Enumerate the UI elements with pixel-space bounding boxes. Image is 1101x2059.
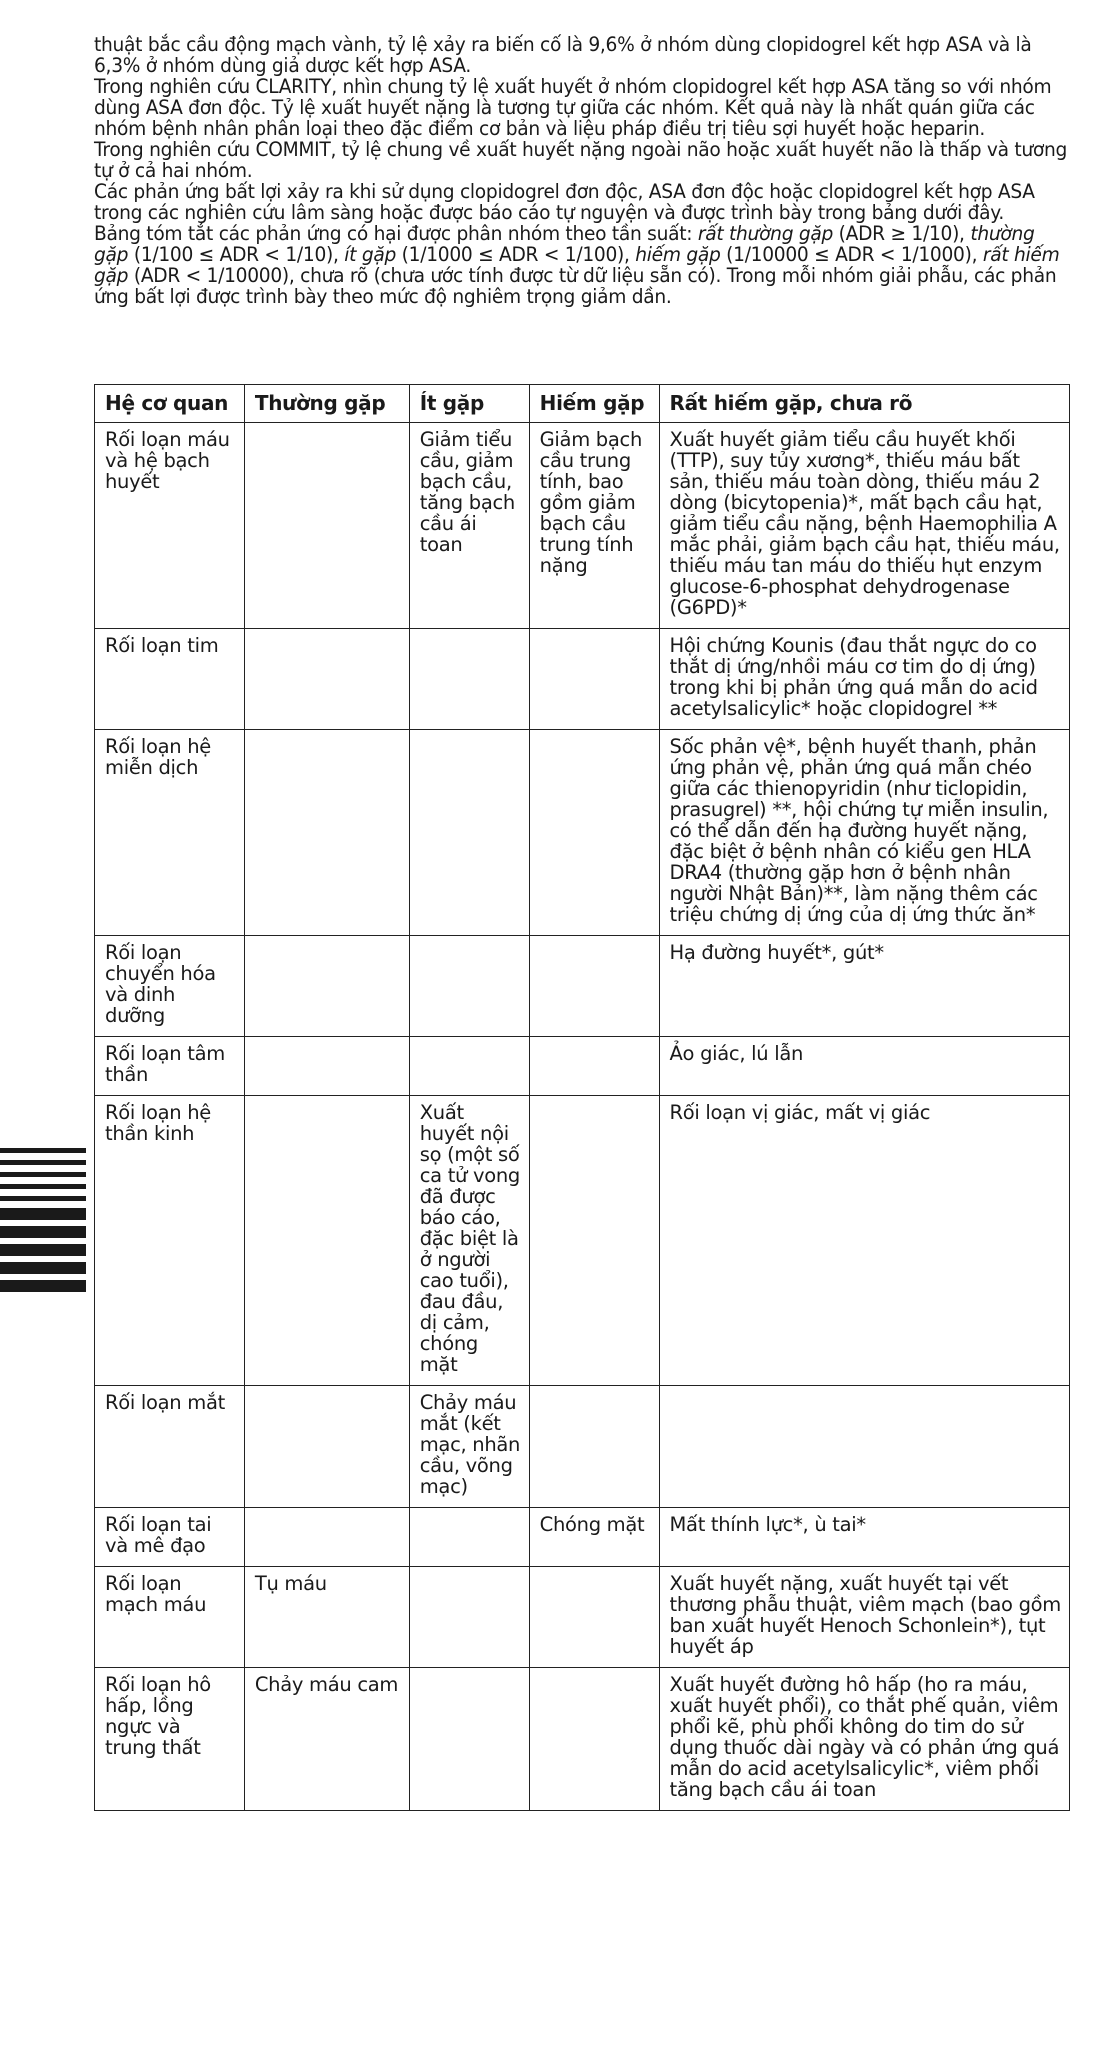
table-row <box>95 1096 1070 1386</box>
edge-bar <box>0 1196 86 1201</box>
frequency-term: rất hiếm gặp <box>94 243 1060 287</box>
rare-cell <box>529 936 659 1037</box>
intro-paragraph <box>94 34 1068 76</box>
organ-system-cell: Rối loạn hệ thần kinh <box>95 1096 245 1386</box>
table-row <box>95 1567 1070 1668</box>
very-rare-cell <box>659 1386 1069 1508</box>
very-rare-cell: Xuất huyết nặng, xuất huyết tại vết thương phẫu thuật, viêm mạch (bao gồm ban xuất huyết Henoch Schonlein*), tụt huyết áp <box>659 1567 1069 1668</box>
very-rare-cell: Hạ đường huyết*, gút* <box>659 936 1069 1037</box>
frequency-term: ít gặp <box>344 243 397 266</box>
common-cell <box>244 1096 409 1386</box>
frequency-term: thường gặp <box>94 222 1035 266</box>
paragraph-text: Trong nghiên cứu COMMIT, tỷ lệ chung về xuất huyết nặng ngoài não hoặc xuất huyết não là thấp và tương tự ở cả hai nhóm. <box>94 138 1068 182</box>
common-cell <box>244 1508 409 1567</box>
rare-cell <box>529 730 659 936</box>
table-header-row <box>95 385 1070 423</box>
uncommon-cell: Chảy máu mắt (kết mạc, nhãn cầu, võng mạc) <box>409 1386 529 1508</box>
uncommon-cell <box>409 629 529 730</box>
table-row <box>95 1037 1070 1096</box>
common-cell <box>244 1037 409 1096</box>
common-cell <box>244 629 409 730</box>
edge-bar <box>0 1280 86 1292</box>
rare-cell <box>529 1096 659 1386</box>
table-row <box>95 730 1070 936</box>
common-cell <box>244 936 409 1037</box>
edge-bar <box>0 1172 86 1177</box>
very-rare-cell: Rối loạn vị giác, mất vị giác <box>659 1096 1069 1386</box>
common-cell <box>244 423 409 629</box>
organ-system-cell: Rối loạn mạch máu <box>95 1567 245 1668</box>
rare-cell: Giảm bạch cầu trung tính, bao gồm giảm bạch cầu trung tính nặng <box>529 423 659 629</box>
uncommon-cell <box>409 1668 529 1811</box>
organ-system-cell: Rối loạn hệ miễn dịch <box>95 730 245 936</box>
paragraph-text: (1/10000 ≤ ADR < 1/1000), <box>720 243 983 266</box>
rare-cell <box>529 1037 659 1096</box>
table-body <box>95 423 1070 1811</box>
organ-system-cell: Rối loạn mắt <box>95 1386 245 1508</box>
very-rare-cell: Mất thính lực*, ù tai* <box>659 1508 1069 1567</box>
common-cell: Tụ máu <box>244 1567 409 1668</box>
intro-text <box>94 34 1069 307</box>
very-rare-cell: Ảo giác, lú lẫn <box>659 1037 1069 1096</box>
intro-paragraph <box>94 223 1068 307</box>
table-row <box>95 1386 1070 1508</box>
edge-bar <box>0 1184 86 1189</box>
rare-cell <box>529 1668 659 1811</box>
edge-bar <box>0 1148 86 1153</box>
organ-system-cell: Rối loạn tâm thần <box>95 1037 245 1096</box>
organ-system-cell: Rối loạn chuyển hóa và dinh dưỡng <box>95 936 245 1037</box>
very-rare-cell: Sốc phản vệ*, bệnh huyết thanh, phản ứng phản vệ, phản ứng quá mẫn chéo giữa các thienopyridin (như ticlopidin, prasugrel) **, hội chứng tự miễn insulin, có thể dẫn đến hạ đường huyết nặng, đặc biệt ở bệnh nhân có kiểu gen HLA DRA4 (thường gặp hơn ở bệnh nhân người Nhật Bản)**, làm nặng thêm các triệu chứng dị ứng của dị ứng thức ăn* <box>659 730 1069 936</box>
edge-bar <box>0 1226 86 1238</box>
organ-system-cell: Rối loạn tai và mê đạo <box>95 1508 245 1567</box>
uncommon-cell <box>409 1508 529 1567</box>
header-organ-system: Hệ cơ quan <box>95 385 245 423</box>
very-rare-cell: Xuất huyết đường hô hấp (ho ra máu, xuất huyết phổi), co thắt phế quản, viêm phổi kẽ, phù phổi không do tim do sử dụng thuốc dài ngày và có phản ứng quá mẫn do acid acetylsalicylic*, viêm phổi tăng bạch cầu ái toan <box>659 1668 1069 1811</box>
uncommon-cell <box>409 1037 529 1096</box>
uncommon-cell <box>409 1567 529 1668</box>
paragraph-text: Các phản ứng bất lợi xảy ra khi sử dụng clopidogrel đơn độc, ASA đơn độc hoặc clopidogrel kết hợp ASA trong các nghiên cứu lâm sàng hoặc được báo cáo tự nguyện và được trình bày trong bảng dưới đây. <box>94 180 1035 224</box>
rare-cell: Chóng mặt <box>529 1508 659 1567</box>
header-uncommon: Ít gặp <box>409 385 529 423</box>
adverse-reactions-table <box>94 384 1070 1811</box>
document-body <box>94 34 1069 307</box>
rare-cell <box>529 629 659 730</box>
table-row <box>95 423 1070 629</box>
table-row <box>95 936 1070 1037</box>
table-row <box>95 1668 1070 1811</box>
common-cell <box>244 730 409 936</box>
paragraph-text: (ADR ≥ 1/10), <box>833 222 971 245</box>
paragraph-text: (ADR < 1/10000), chưa rõ (chưa ước tính được từ dữ liệu sẵn có). Trong mỗi nhóm giải phẫu, các phản ứng bất lợi được trình bày theo mức độ nghiêm trọng giảm dần. <box>94 264 1057 308</box>
common-cell: Chảy máu cam <box>244 1668 409 1811</box>
header-common: Thường gặp <box>244 385 409 423</box>
header-very-rare: Rất hiếm gặp, chưa rõ <box>659 385 1069 423</box>
very-rare-cell: Hội chứng Kounis (đau thắt ngực do co thắt dị ứng/nhồi máu cơ tim do dị ứng) trong khi bị phản ứng quá mẫn do acid acetylsalicylic* hoặc clopidogrel ** <box>659 629 1069 730</box>
table-row <box>95 1508 1070 1567</box>
paragraph-text: (1/1000 ≤ ADR < 1/100), <box>396 243 636 266</box>
edge-marker-bars <box>0 1148 86 1298</box>
uncommon-cell: Xuất huyết nội sọ (một số ca tử vong đã được báo cáo, đặc biệt là ở người cao tuổi), đau đầu, dị cảm, chóng mặt <box>409 1096 529 1386</box>
header-rare: Hiếm gặp <box>529 385 659 423</box>
uncommon-cell <box>409 730 529 936</box>
organ-system-cell: Rối loạn tim <box>95 629 245 730</box>
rare-cell <box>529 1567 659 1668</box>
intro-paragraph <box>94 139 1068 181</box>
uncommon-cell: Giảm tiểu cầu, giảm bạch cầu, tăng bạch cầu ái toan <box>409 423 529 629</box>
paragraph-text: (1/100 ≤ ADR < 1/10), <box>128 243 345 266</box>
frequency-term: hiếm gặp <box>635 243 721 266</box>
organ-system-cell: Rối loạn máu và hệ bạch huyết <box>95 423 245 629</box>
edge-bar <box>0 1262 86 1274</box>
organ-system-cell: Rối loạn hô hấp, lồng ngực và trung thất <box>95 1668 245 1811</box>
paragraph-text: thuật bắc cầu động mạch vành, tỷ lệ xảy ra biến cố là 9,6% ở nhóm dùng clopidogrel kết hợp ASA và là 6,3% ở nhóm dùng giả dược kết hợp ASA. <box>94 33 1032 77</box>
frequency-term: rất thường gặp <box>697 222 834 245</box>
edge-bar <box>0 1208 86 1220</box>
rare-cell <box>529 1386 659 1508</box>
intro-paragraph <box>94 76 1068 139</box>
edge-bar <box>0 1244 86 1256</box>
intro-paragraph <box>94 181 1068 223</box>
paragraph-text: Trong nghiên cứu CLARITY, nhìn chung tỷ lệ xuất huyết ở nhóm clopidogrel kết hợp ASA tăng so với nhóm dùng ASA đơn độc. Tỷ lệ xuất huyết nặng là tương tự giữa các nhóm. Kết quả này là nhất quán giữa các nhóm bệnh nhân phân loại theo đặc điểm cơ bản và liệu pháp điều trị tiêu sợi huyết hoặc heparin. <box>94 75 1052 140</box>
common-cell <box>244 1386 409 1508</box>
paragraph-text: Bảng tóm tắt các phản ứng có hại được phân nhóm theo tần suất: <box>94 222 698 245</box>
table-row <box>95 629 1070 730</box>
very-rare-cell: Xuất huyết giảm tiểu cầu huyết khối (TTP), suy tủy xương*, thiếu máu bất sản, thiếu máu toàn dòng, thiếu máu 2 dòng (bicytopenia)*, mất bạch cầu hạt, giảm tiểu cầu nặng, bệnh Haemophilia A mắc phải, giảm bạch cầu hạt, thiếu máu, thiếu máu tan máu do thiếu hụt enzym glucose-6-phosphat dehydrogenase (G6PD)* <box>659 423 1069 629</box>
edge-bar <box>0 1160 86 1165</box>
uncommon-cell <box>409 936 529 1037</box>
